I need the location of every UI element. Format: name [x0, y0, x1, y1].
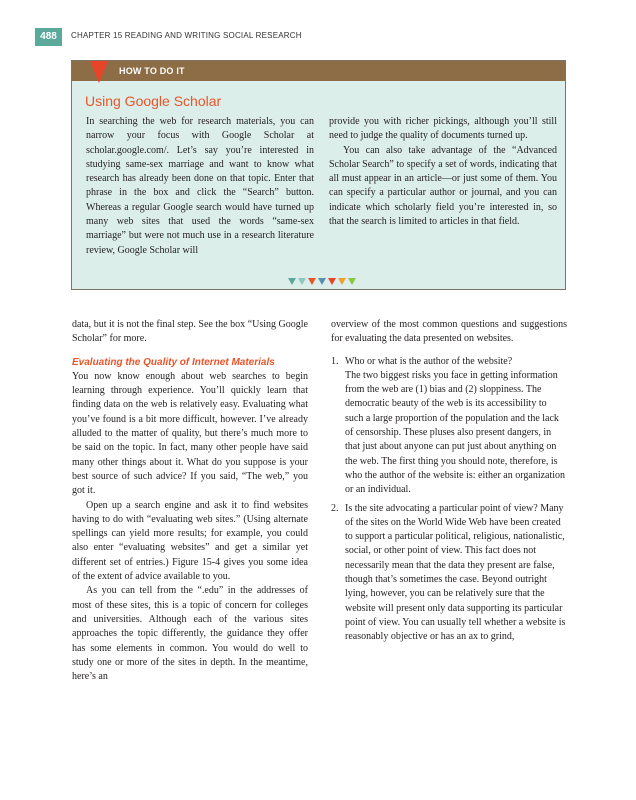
list-text: The two biggest risks you face in getting information from the web are (1) bias and (2) sloppiness. The democratic beauty of the web is its accessibility to such a large proportion of the population and the lack of censorship. These pluses also present dangers, in that just about anyone can put just about anything on the web. The first thing you should note, therefore, is who the author of the website is: either an organization or an individual.	[345, 369, 566, 496]
triangle-icon	[348, 278, 356, 285]
body-column-right	[331, 318, 567, 645]
list-question: Is the site advocating a particular point of view?	[345, 502, 538, 514]
triangle-icon	[318, 278, 326, 285]
body-paragraph: Open up a search engine and ask it to find websites having to do with “evaluating web sites.” (Using alternate spellings can yield more results; for example, you could also enter “evaluating websites” and get a similar yet different set of entries.) Figure 15-4 gives you some idea of the extent of advice available to you.	[72, 499, 308, 583]
triangle-icon	[328, 278, 336, 285]
box-paragraph: provide you with richer pickings, although you’ll still need to judge the quality of documents turned up.	[329, 116, 557, 142]
section-subhead: Evaluating the Quality of Internet Materials	[72, 356, 275, 368]
list-text: Many of the sites on the World Wide Web have been created to support a particular political, religious, nationalistic, social, or other point of view. This fact does not necessarily mean that the data they present are false, though that’s sometimes the case. Beyond outright lying, however, you can be relatively sure that the website will present only data supporting its particular point of view. You can usually tell whether a website is reasonably objective or has an ax to grind,	[345, 502, 566, 643]
list-number: 1.	[331, 355, 339, 367]
running-head: CHAPTER 15 READING AND WRITING SOCIAL RESEARCH	[71, 31, 302, 40]
box-column-left	[86, 115, 314, 258]
how-to-box	[71, 60, 566, 290]
box-paragraph: In searching the web for research materials, you can narrow your focus with Google Scholar at scholar.google.com/. Let’s say you’re interested in studying same-sex marriage and want to know what research has already been done on that topic. Enter that phrase in the box and click the “Search” button. Whereas a regular Google search would have turned up many web sites that used the words “same-sex marriage” but were not much use in a research literature review, Google Scholar will	[86, 116, 314, 256]
body-column-left	[72, 318, 308, 684]
box-title: Using Google Scholar	[85, 93, 222, 109]
list-number: 2.	[331, 502, 339, 514]
body-paragraph: You now know enough about web searches to begin learning through experience. You’ll quickly learn that finding data on the web is relatively easy. Evaluating what you’ve found is a bit more difficult, however. I’ve already alluded to the matter of quality, but there’s much more to be said on the topic. In fact, many other people have said many other things about it. What do you suppose is your best source of such advice? If you said, “The web,” you got it.	[72, 370, 308, 497]
list-question: Who or what is the author of the website?	[345, 355, 513, 367]
box-column-right	[329, 115, 557, 229]
box-triangle-icon	[90, 61, 108, 83]
list-item	[331, 502, 567, 645]
box-label: HOW TO DO IT	[119, 66, 185, 76]
body-paragraph: overview of the most common questions and suggestions for evaluating the data presented on websites.	[331, 319, 567, 345]
evaluation-list	[331, 355, 567, 645]
triangle-icon	[338, 278, 346, 285]
body-paragraph: As you can tell from the “.edu” in the addresses of most of these sites, this is a topic of concern for colleges and universities. Although each of the various sites approaches the topic differently, the guidance they offer has some elements in common. You would do well to study one or more of the sites in depth. In the meantime, here’s an	[72, 585, 308, 683]
box-paragraph: You can also take advantage of the “Advanced Scholar Search” to specify a set of words, indicating that all must appear in an article—or just some of them. You can specify a particular author or journal, and you can indicate which scholarly field you’re interested in, so that the search is limited to articles in that field.	[329, 144, 557, 228]
list-item	[331, 355, 567, 498]
body-paragraph: data, but it is not the final step. See the box “Using Google Scholar” for more.	[72, 319, 308, 345]
page-number: 488	[35, 28, 62, 46]
decorative-triangles	[288, 278, 356, 285]
box-label-bar	[72, 61, 565, 81]
triangle-icon	[298, 278, 306, 285]
triangle-icon	[288, 278, 296, 285]
triangle-icon	[308, 278, 316, 285]
